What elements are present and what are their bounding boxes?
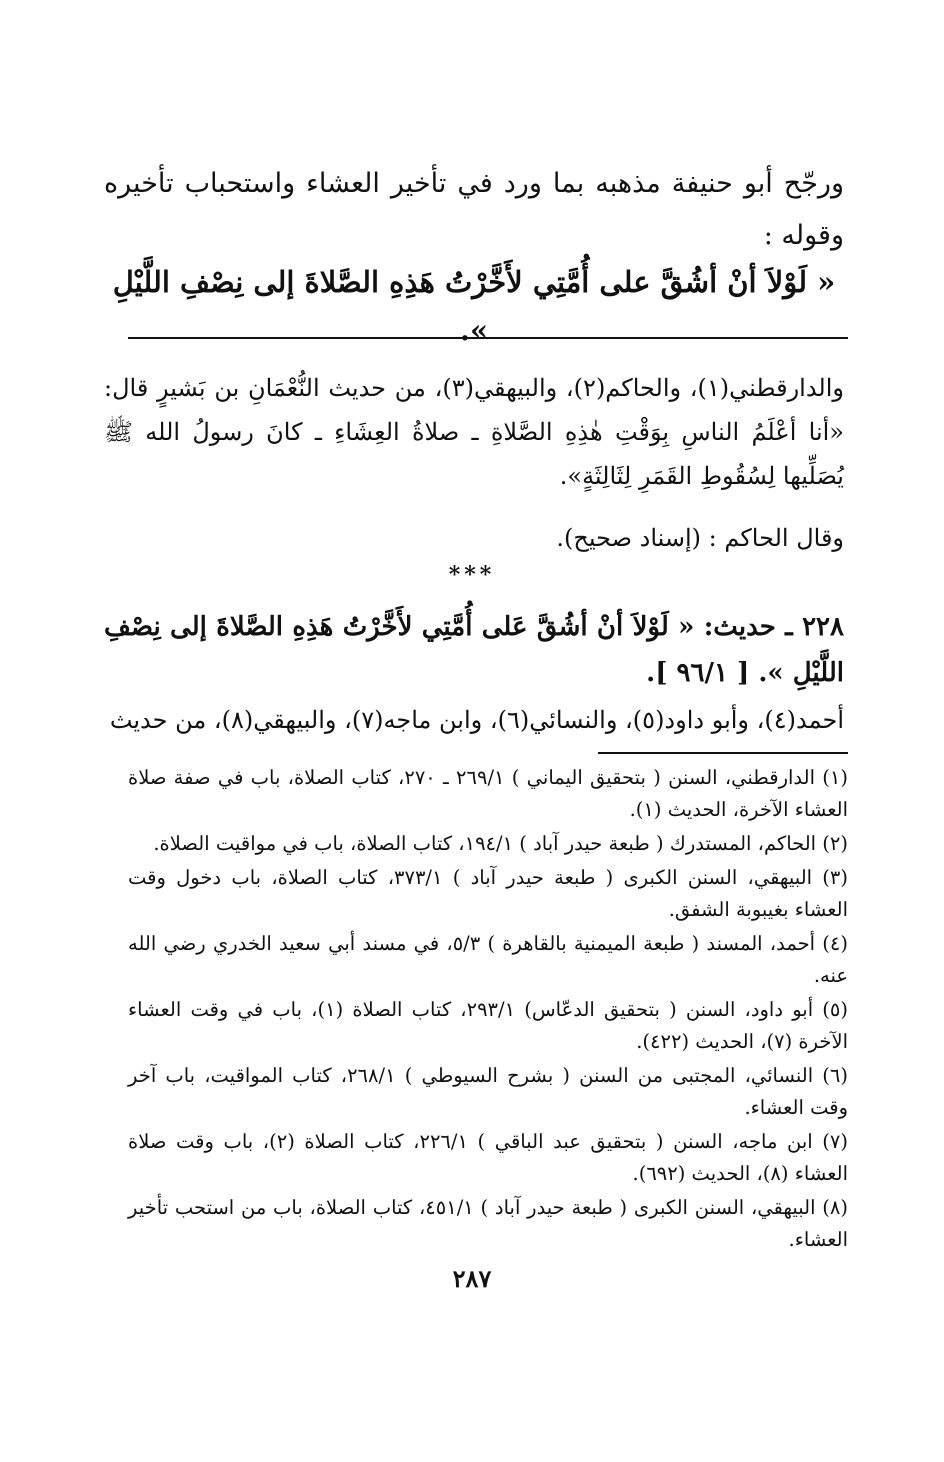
paragraph-sources: أحمد(٤)، وأبو داود(٥)، والنسائي(٦)، وابن ماجه(٧)، والبيهقي(٨)، من حديث <box>109 706 844 734</box>
footnote-4: (٤) أحمد، المسند ( طبعة الميمنية بالقاهرة ) ٥/٣، في مسند أبي سعيد الخدري رضي الله عنه. <box>128 932 848 987</box>
footnote-2: (٢) الحاكم، المستدرك ( طبعة حيدر آباد ) ١٩٤/١، كتاب الصلاة، باب في مواقيت الصلاة. <box>153 832 848 855</box>
section-stars: *** <box>448 562 496 588</box>
footnote-3: (٣) البيهقي، السنن الكبرى ( طبعة حيدر آباد ) ٣٧٣/١، كتاب الصلاة، باب دخول وقت العشاء بغيبوبة الشفق. <box>128 866 849 921</box>
footnote-1: (١) الدارقطني، السنن ( بتحقيق اليماني ) ٢٦٩/١ ـ ٢٧٠، كتاب الصلاة، باب في صفة صلاة العشاء الآخرة، الحديث (١). <box>128 766 848 821</box>
hadith-quote: « لَوْلاَ أنْ أشُقَّ على أُمَّتِي لأَخَّرْتُ هَذِهِ الصَّلاةَ إلى نِصْفِ اللَّيْلِ ». <box>112 265 836 347</box>
footnote-5: (٥) أبو داود، السنن ( بتحقيق الدعّاس) ٢٩٣/١، كتاب الصلاة (١)، باب في وقت العشاء الآخرة (٧)، الحديث (٤٢٢). <box>128 998 849 1053</box>
footnote-divider <box>598 752 848 754</box>
paragraph-abu-hanifa: ورجّح أبو حنيفة مذهبه بما ورد في تأخير العشاء واستحباب تأخيره وقوله : <box>104 168 844 251</box>
page-number: ٢٨٧ <box>452 1264 492 1293</box>
footnote-8: (٨) البيهقي، السنن الكبرى ( طبعة حيدر آباد ) ٤٥١/١، كتاب الصلاة، باب من استحب تأخير العشاء. <box>128 1196 848 1251</box>
paragraph-hakim: وقال الحاكم : (إسناد صحيح). <box>556 524 844 552</box>
paragraph-daraqutni: والدارقطني(١)، والحاكم(٢)، والبيهقي(٣)، من حديث النُّعْمَانِ بن بَشيرٍ قال: «أنا أعْلَمُ الناسِ بِوَقْتِ هٰذِهِ الصَّلاةِ ـ صلاةُ العِشَاءِ ـ كانَ رسولُ الله ﷺ يُصَلِّيها لِسُقُوطِ القَمَرِ لِثَالِثَةٍ». <box>104 374 844 490</box>
section-divider <box>128 337 848 339</box>
footnote-6: (٦) النسائي، المجتبى من السنن ( بشرح السيوطي ) ٢٦٨/١، كتاب المواقيت، باب آخر وقت العشاء. <box>128 1064 848 1119</box>
footnote-7: (٧) ابن ماجه، السنن ( بتحقيق عبد الباقي ) ٢٢٦/١، كتاب الصلاة (٢)، باب وقت صلاة العشاء (٨)، الحديث (٦٩٢). <box>128 1130 848 1185</box>
footnotes <box>128 762 848 1258</box>
hadith-228-heading: ٢٢٨ ـ حديث: « لَوْلاَ أنْ أشُقَّ عَلى أُمَّتِي لأَخَّرْتُ هَذِهِ الصَّلاةَ إلى نِصْفِ اللَّيْلِ ». [ ٩٦/١ ]. <box>104 612 844 688</box>
